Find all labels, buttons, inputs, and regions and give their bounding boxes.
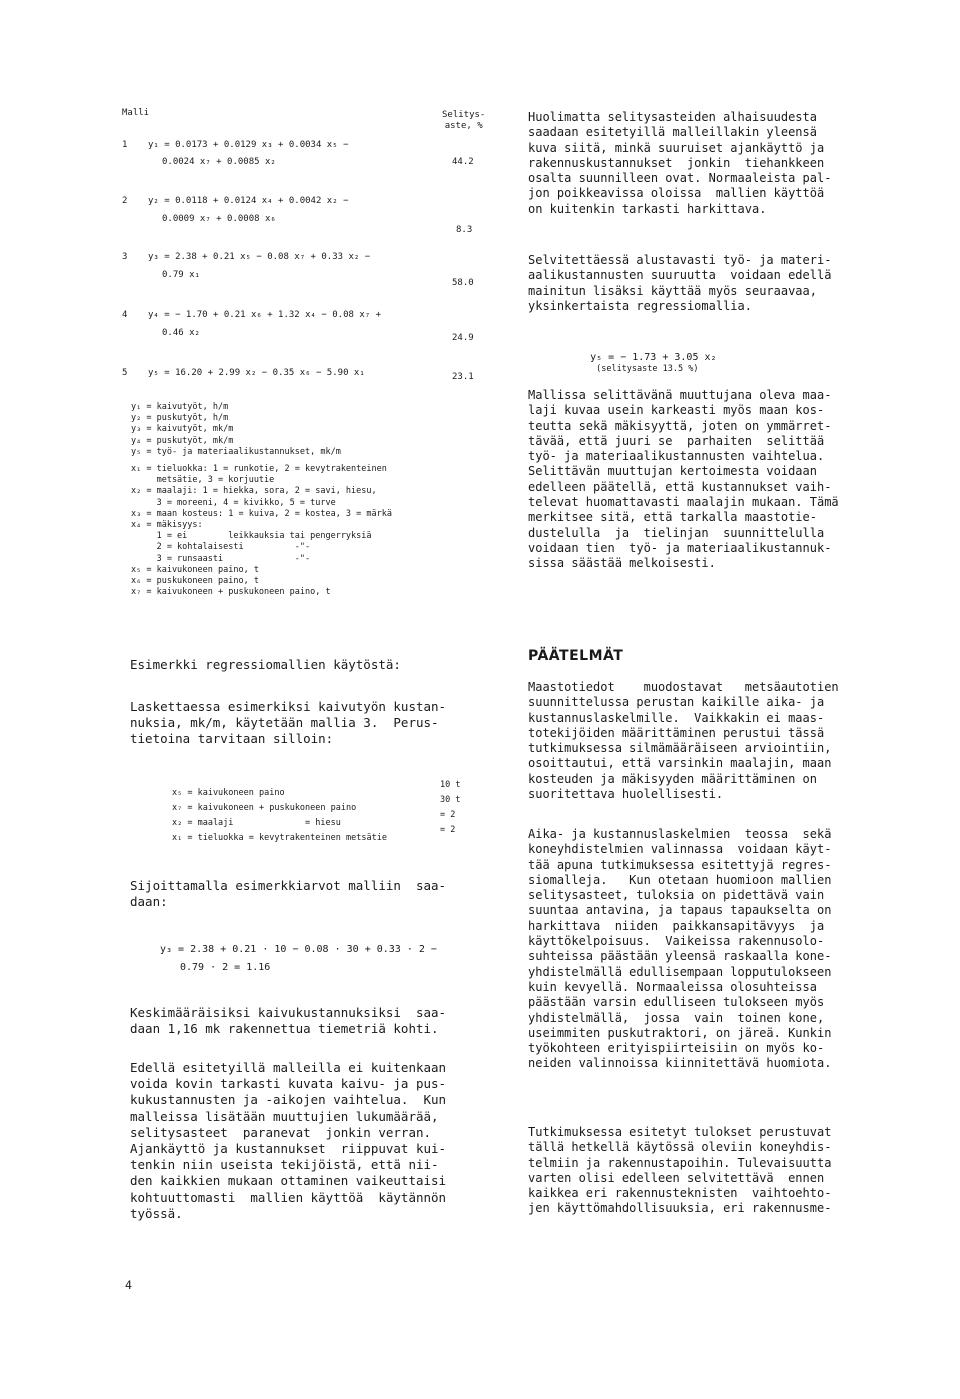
input-label: x₅ = kaivukoneen paino xyxy=(172,788,285,798)
definition-line: metsätie, 3 = korjuutie xyxy=(131,475,275,486)
input-value: = 2 xyxy=(440,810,456,820)
model-r2: 23.1 xyxy=(452,372,474,382)
model-equation-line: 0.46 x₂ xyxy=(162,328,200,338)
input-value: 10 t xyxy=(440,780,461,790)
paragraph: Selvitettäessä alustavasti työ- ja materi- aalikustannusten suuruutta voidaan edellä mainitun lisäksi käyttää myös seuraavaa, yksinkertaista regressiomallia. xyxy=(528,253,832,313)
model-equation-line: 0.0024 x₇ + 0.0085 x₂ xyxy=(162,157,276,167)
definition-line: x₇ = kaivukoneen + puskukoneen paino, t xyxy=(131,587,331,598)
definition-line: y₂ = puskutyöt, h/m xyxy=(131,413,229,424)
paragraph: Aika- ja kustannuslaskelmien teossa sekä koneyhdistelmien valinnassa voidaan käyt- tää apuna tutkimuksessa esitettyjä regres- siomalleja. Kun otetaan huomioon mallien selitysasteet, tuloksia on pidettävä vain suuntaa antavina, ja tapaus tapaukselta on harkittava niiden paikkansapitävyys ja käyttökelpoisuus. Vaikeissa rakennusolo- suhteissa päästään yleensä raskaalla kone- yhdistelmällä edullisempaan lopputulokseen kuin kevyellä. Normaaleissa olosuhteissa päästään varsin edulliseen tulokseen myös yhdistelmällä, jossa vain toinen kone, useimmiten puskutraktori, on järeä. Kunkin työkohteen erityispiirteisiin on myös ko- neiden valinnoissa kiinnitettävä huomiota. xyxy=(528,827,832,1071)
model-equation-line: y₅ = 16.20 + 2.99 x₂ − 0.35 x₆ − 5.90 x₁ xyxy=(148,368,365,378)
section-heading: PÄÄTELMÄT xyxy=(528,648,624,664)
model-r2: 44.2 xyxy=(452,157,474,167)
example-intro: Laskettaessa esimerkiksi kaivutyön kustan- nuksia, mk/m, käytetään mallia 3. Perus- tietoina tarvitaan silloin: xyxy=(130,699,447,747)
definition-line: y₅ = työ- ja materiaalikustannukset, mk/m xyxy=(131,446,341,457)
definition-line: 3 = runsaasti -"- xyxy=(131,553,311,564)
example-inputs xyxy=(172,780,482,843)
input-label: x₁ = tieluokka = kevytrakenteinen metsätie xyxy=(172,833,387,843)
model-number: 5 xyxy=(122,368,128,378)
definition-line: x₅ = kaivukoneen paino, t xyxy=(131,564,259,575)
paragraph: Huolimatta selitysasteiden alhaisuudesta saadaan esitetyillä malleillakin yleensä kuva siitä, minkä suuruiset ajankäyttö ja rakennuskustannukset jonkin tiehankkeen osalta suunnilleen ovat. Normaaleista pal- jon poikkeavissa oloissa mallien käyttöä on kuitenkin tarkasti harkittava. xyxy=(528,110,832,216)
model-r2: 8.3 xyxy=(456,225,473,235)
equation-text: y₅ = − 1.73 + 3.05 x₂ xyxy=(590,352,717,363)
definition-line: x₆ = puskukoneen paino, t xyxy=(131,576,259,587)
model-r2: 58.0 xyxy=(452,278,474,288)
definition-line: 1 = ei leikkauksia tai pengerryksiä xyxy=(131,531,372,542)
definition-line: x₁ = tieluokka: 1 = runkotie, 2 = kevytrakenteinen xyxy=(131,464,387,475)
final-text: Edellä esitetyillä malleilla ei kuitenkaan voida kovin tarkasti kuvata kaivu- ja pus- kukustannusten ja -aikojen vaihtelua. Kun malleissa lisätään muuttujien lukumäärää, selitysasteet paranevat jonkin verran. Ajankäyttö ja kustannukset riippuvat kui- tenkin niin useista tekijöistä, että nii- den kaikkien mukaan ottaminen vaikeuttaisi kohtuuttomasti mallien käyttöä käytännön työssä. xyxy=(130,1060,447,1221)
substitute-text: Sijoittamalla esimerkkiarvot malliin saa- daan: xyxy=(130,878,447,910)
definition-line: x₃ = maan kosteus: 1 = kuiva, 2 = kostea, 3 = märkä xyxy=(131,508,392,519)
model-equation-line: 0.79 x₁ xyxy=(162,270,200,280)
model-number: 2 xyxy=(122,196,128,206)
definition-line: x₂ = maalaji: 1 = hiekka, sora, 2 = savi, hiesu, xyxy=(131,486,377,497)
input-label: x₂ = maalaji = hiesu xyxy=(172,818,341,828)
simple-model-equation xyxy=(566,341,717,386)
r2-column-header: Selitys- aste, % xyxy=(442,110,486,131)
variable-definitions xyxy=(131,402,392,598)
definition-line: x₄ = mäkisyys: xyxy=(131,520,203,531)
model-number: 1 xyxy=(122,140,128,150)
model-equation-line: y₁ = 0.0173 + 0.0129 x₃ + 0.0034 x₅ − xyxy=(148,140,349,150)
example-heading: Esimerkki regressiomallien käytöstä: xyxy=(130,657,401,672)
equation-note: (selitysaste 13.5 %) xyxy=(596,364,699,374)
model-number: 4 xyxy=(122,310,128,320)
model-column-header: Malli xyxy=(122,108,150,118)
input-value: 30 t xyxy=(440,795,461,805)
definition-line: 2 = kohtalaisesti -"- xyxy=(131,542,311,553)
calc-line: 0.79 · 2 = 1.16 xyxy=(180,962,271,973)
model-equation-line: y₂ = 0.0118 + 0.0124 x₄ + 0.0042 x₂ − xyxy=(148,196,349,206)
paragraph: Mallissa selittävänä muuttujana oleva maa- laji kuvaa usein karkeasti myös maan kos- teutta sekä mäkisyyttä, joten on ymmärret- tävää, että juuri se parhaiten selittää työ- ja materiaalikustannusten vaihtelua. Selittävän muuttujan kertoimesta voidaan edelleen päätellä, että kustannukset vaih- televat huomattavasti maalajin mukaan. Tämä merkitsee sitä, että tarkalla maastotie- dustelulla ja tielinjan suunnittelulla voidaan tien työ- ja materiaalikustannuk- sissa säästää melkoisesti. xyxy=(528,388,839,571)
definition-line: y₃ = kaivutyöt, mk/m xyxy=(131,424,234,435)
calc-line: y₃ = 2.38 + 0.21 · 10 − 0.08 · 30 + 0.33 · 2 − xyxy=(160,944,437,955)
model-equation-line: y₄ = − 1.70 + 0.21 x₆ + 1.32 x₄ − 0.08 x₇ + xyxy=(148,310,381,320)
average-text: Keskimääräisiksi kaivukustannuksiksi saa- daan 1,16 mk rakennettua tiemetriä kohti. xyxy=(130,1005,447,1037)
definition-line: y₁ = kaivutyöt, h/m xyxy=(131,402,229,412)
paragraph: Maastotiedot muodostavat metsäautotien suunnittelussa perustan kaikille aika- ja kustannuslaskelmille. Vaikkakin ei maas- totekijöiden määrittäminen perustui tässä tutkimuksessa silmämääräiseen arviointiin, osoittautui, että varsinkin maalajin, maan kosteuden ja mäkisyyden määrittäminen on suoritettava huolellisesti. xyxy=(528,680,839,802)
input-value: = 2 xyxy=(440,825,456,835)
page-number: 4 xyxy=(125,1278,132,1292)
paragraph: Tutkimuksessa esitetyt tulokset perustuvat tällä hetkellä käytössä oleviin koneyhdis- telmiin ja rakennustapoihin. Tulevaisuutta varten olisi edelleen selvitettävä ennen kaikkea eri rakennusteknisten vaihtoehto- jen käyttömahdollisuuksia, eri rakennusme- xyxy=(528,1125,832,1216)
model-number: 3 xyxy=(122,252,128,262)
model-equation-line: 0.0009 x₇ + 0.0008 x₆ xyxy=(162,214,276,224)
input-label: x₇ = kaivukoneen + puskukoneen paino xyxy=(172,803,357,813)
definition-line: 3 = moreeni, 4 = kivikko, 5 = turve xyxy=(131,497,336,508)
definition-line: y₄ = puskutyöt, mk/m xyxy=(131,435,234,446)
model-r2: 24.9 xyxy=(452,333,474,343)
model-equation-line: y₃ = 2.38 + 0.21 x₅ − 0.08 x₇ + 0.33 x₂ − xyxy=(148,252,371,262)
